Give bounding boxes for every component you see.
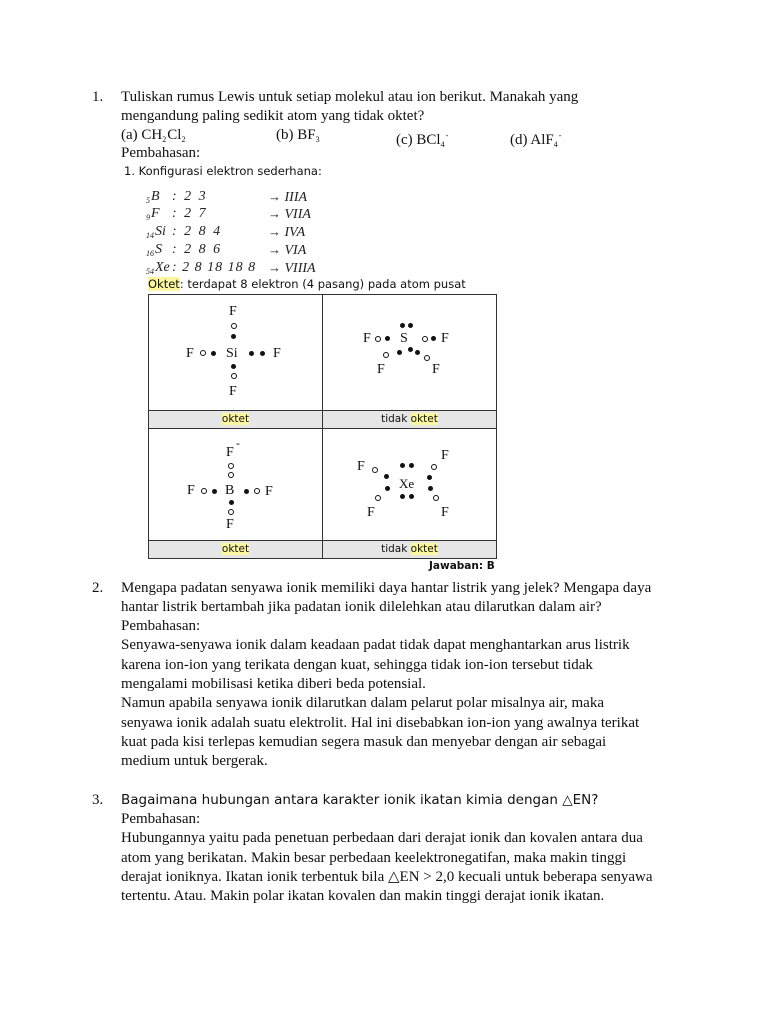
q1-option-d: (d) AlF$_4$- <box>510 131 562 149</box>
q3-line: derajat ioniknya. Ikatan ionik terbentuk bila △EN > 2,0 kecuali untuk beberapa senyawa <box>121 869 653 885</box>
atom-f: F <box>229 304 237 319</box>
q2-line: mengalami mobilisasi ketika diberi beda potensial. <box>121 676 426 692</box>
arrow-right-icon: → <box>268 224 281 239</box>
label-xef4: tidak oktet <box>322 540 497 559</box>
q2-line: kuat pada kisi terlepas kemudian segera masuk dan menyebar dengan air sebagai <box>121 734 607 750</box>
arrow-right-icon: → <box>268 206 281 221</box>
atom-f: F <box>367 505 375 520</box>
q1-number: 1. <box>92 89 104 105</box>
arrow-right-icon: → <box>268 242 281 257</box>
charge-minus: - <box>236 436 240 450</box>
arrow-right-icon: → <box>268 189 281 204</box>
q2-line: medium untuk bergerak. <box>121 753 268 769</box>
atom-f: F <box>187 483 195 498</box>
atom-b: B <box>225 483 235 498</box>
q1-option-a: (a) $CH_2Cl_2$ <box>121 127 186 144</box>
q1-pembahasan: Pembahasan: <box>121 145 201 161</box>
config-row: $_9$F <box>146 206 160 222</box>
atom-f: F <box>273 346 281 361</box>
atom-f: F <box>441 448 449 463</box>
q3-line: Hubungannya yaitu pada penetuan perbedaan dari derajat ionik dan kovalen antara dua <box>121 830 643 846</box>
config-value: : 2 3 <box>172 189 208 204</box>
atom-f: F <box>229 384 237 399</box>
config-group: → VIIIA <box>268 260 316 276</box>
atom-f: F <box>363 331 371 346</box>
atom-f: F <box>441 505 449 520</box>
q1-question-line2: mengandung paling sedikit atom yang tidak oktet? <box>121 108 425 124</box>
atom-f: F <box>432 362 440 377</box>
label-sf4: tidak oktet <box>322 410 497 429</box>
config-row: $_{16}$S <box>146 242 162 258</box>
atom-si: Si <box>226 346 238 361</box>
q3-question: Bagaimana hubungan antara karakter ionik ikatan kimia dengan △EN? <box>121 792 599 808</box>
config-group: → VIIA <box>268 206 311 222</box>
q2-line: Senyawa-senyawa ionik dalam keadaan padat tidak dapat menghantarkan arus listrik <box>121 637 630 653</box>
q1-question-line1: Tuliskan rumus Lewis untuk setiap molekul atau ion berikut. Manakah yang <box>121 89 579 105</box>
atom-f: F <box>226 445 234 460</box>
atom-f: F <box>441 331 449 346</box>
atom-f: F <box>226 517 234 532</box>
jawaban: Jawaban: B <box>429 560 495 572</box>
atom-f: F <box>377 362 385 377</box>
atom-s: S <box>400 331 408 346</box>
atom-f: F <box>186 346 194 361</box>
config-group: → VIA <box>268 242 307 258</box>
q3-number: 3. <box>92 792 104 808</box>
q1-option-b: (b) $BF_3$ <box>276 127 320 144</box>
q2-line: senyawa ionik adalah suatu elektrolit. Hal ini disebabkan ion-ion yang awalnya terikat <box>121 715 640 731</box>
config-row: $_{14}$Si <box>146 224 166 240</box>
atom-xe: Xe <box>399 476 415 491</box>
label-bf4: oktet <box>148 540 323 559</box>
cell-sf4 <box>322 294 497 411</box>
q2-line: hantar listrik bertambah jika padatan ionik dilelehkan atau dilarutkan dalam air? <box>121 599 602 615</box>
q2-line: Namun apabila senyawa ionik dilarutkan dalam pelarut polar misalnya air, maka <box>121 695 604 711</box>
config-row: $_{54}$Xe <box>146 260 170 276</box>
q3-line: tertentu. Atau. Makin polar ikatan kovalen dan makin tinggi derajat ionik ikatan. <box>121 888 605 904</box>
config-value: : 2 8 4 <box>172 224 223 239</box>
config-group: → IIIA <box>268 189 308 205</box>
q2-pembahasan: Pembahasan: <box>121 618 201 634</box>
config-row: $_5$B <box>146 189 160 205</box>
q2-line: Mengapa padatan senyawa ionik memiliki daya hantar listrik yang jelek? Mengapa daya <box>121 580 652 596</box>
config-heading: 1. Konfigurasi elektron sederhana: <box>124 164 322 178</box>
atom-f: F <box>357 459 365 474</box>
label-sif4: oktet <box>148 410 323 429</box>
config-value: : 2 8 6 <box>172 242 223 257</box>
q2-number: 2. <box>92 580 104 596</box>
arrow-right-icon: → <box>268 260 281 275</box>
atom-f: F <box>265 484 273 499</box>
q1-option-c: (c) BCl$_4$- <box>396 131 449 149</box>
oktet-definition: Oktet: terdapat 8 elektron (4 pasang) pada atom pusat <box>148 277 466 291</box>
q2-line: karena ion-ion yang terikata dengan kuat, sehingga tidak ion-ion tersebut tidak <box>121 657 593 673</box>
q3-pembahasan: Pembahasan: <box>121 811 201 827</box>
q3-line: atom yang berikatan. Makin besar perbedaan keelektronegatifan, maka makin tinggi <box>121 850 627 866</box>
config-value: : 2 7 <box>172 206 208 221</box>
config-value: : 2 8 18 18 8 <box>172 260 257 275</box>
config-group: → IVA <box>268 224 306 240</box>
